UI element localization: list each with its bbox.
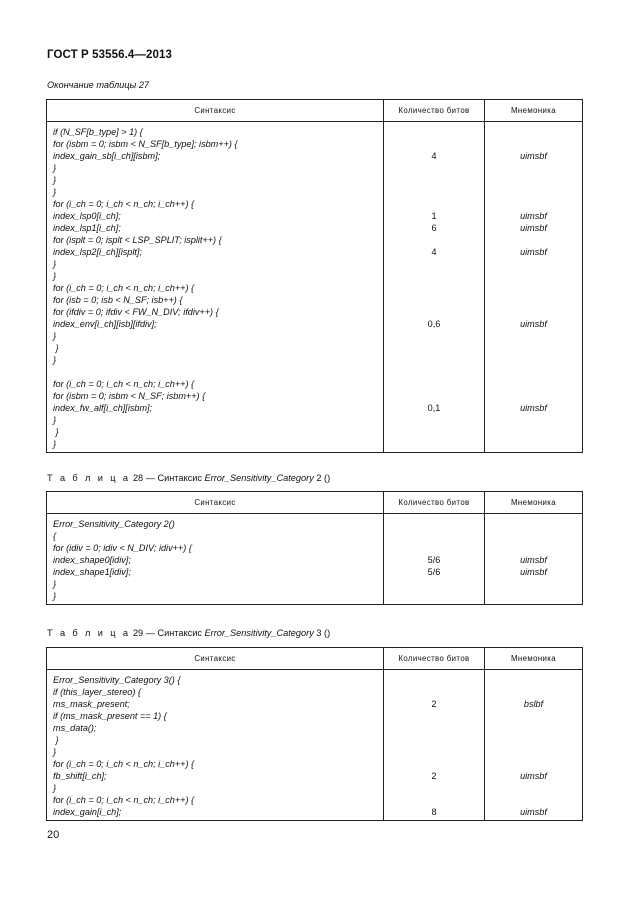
bits-cell	[384, 670, 485, 821]
mnemonic-value	[485, 438, 582, 450]
table27-caption: Окончание таблицы 27	[47, 80, 150, 90]
bits-value: 8	[431, 807, 437, 817]
col-header-syntax: Синтаксис	[47, 100, 384, 122]
bits-value	[384, 746, 484, 758]
bits-cell	[384, 122, 485, 453]
syntax-line: }	[53, 331, 57, 341]
bits-value	[384, 674, 484, 686]
mnemonic-value	[485, 414, 582, 426]
bits-value	[384, 722, 484, 734]
bits-value	[384, 378, 484, 390]
bits-value: 4	[431, 151, 437, 161]
bits-value	[384, 794, 484, 806]
col-header-bits: Количество битов	[384, 648, 485, 670]
bits-value: 1	[431, 211, 437, 221]
syntax-line: index_lsp0[i_ch];	[53, 211, 121, 221]
mnemonic-value	[485, 518, 582, 530]
bits-cell	[384, 514, 485, 605]
bits-value	[384, 414, 484, 426]
bits-value	[384, 542, 484, 554]
syntax-line: }	[53, 163, 57, 173]
table29-caption	[47, 628, 330, 638]
syntax-line: index_shape1[idiv];	[53, 567, 131, 577]
syntax-line: }	[53, 175, 57, 185]
mnemonic-value	[485, 578, 582, 590]
syntax-cell	[47, 670, 384, 821]
syntax-line: }	[53, 735, 59, 745]
bits-value	[384, 782, 484, 794]
table-28	[46, 491, 583, 605]
syntax-line: }	[53, 427, 59, 437]
table28-caption	[47, 473, 330, 483]
bits-value: 2	[431, 771, 437, 781]
syntax-line: for (isbm = 0; isbm < N_SF; isbm++) {	[53, 391, 206, 401]
bits-value	[384, 186, 484, 198]
bits-value	[384, 330, 484, 342]
mnemonic-value: bslbf	[523, 699, 544, 709]
bits-value	[384, 282, 484, 294]
syntax-line: }	[53, 271, 57, 281]
mnemonic-value	[485, 354, 582, 366]
col-header-mnemonic: Мнемоника	[485, 492, 583, 514]
mnemonic-value	[485, 758, 582, 770]
bits-value	[384, 234, 484, 246]
mnemonic-value: uimsbf	[520, 223, 547, 233]
bits-value	[384, 426, 484, 438]
mnemonic-value: uimsbf	[520, 567, 547, 577]
mnemonic-value	[485, 270, 582, 282]
syntax-line: }	[53, 591, 57, 601]
syntax-line: Error_Sensitivity_Category 2()	[53, 519, 175, 529]
document-header: ГОСТ Р 53556.4—2013	[47, 49, 172, 61]
bits-value	[384, 734, 484, 746]
bits-value: 0,1	[427, 403, 441, 413]
mnemonic-value	[485, 330, 582, 342]
mnemonic-value	[485, 686, 582, 698]
bits-value: 0,6	[427, 319, 441, 329]
syntax-line: for (i_ch = 0; i_ch < n_ch; i_ch++) {	[53, 759, 195, 769]
syntax-line: index_lsp1[i_ch];	[53, 223, 121, 233]
bits-value	[384, 294, 484, 306]
syntax-line: }	[53, 747, 57, 757]
col-header-bits: Количество битов	[384, 492, 485, 514]
bits-value: 6	[431, 223, 437, 233]
bits-value	[384, 126, 484, 138]
mnemonic-value	[485, 234, 582, 246]
syntax-line: fb_shift[i_ch];	[53, 771, 107, 781]
mnemonic-value	[485, 390, 582, 402]
syntax-line: ms_mask_present;	[53, 699, 130, 709]
mnemonic-value	[485, 746, 582, 758]
table28-caption-func: Error_Sensitivity_Category	[204, 473, 314, 483]
syntax-line: index_lsp2[i_ch][isplt];	[53, 247, 142, 257]
syntax-line: for (isbm = 0; isbm < N_SF[b_type]; isbm++) {	[53, 139, 238, 149]
mnemonic-cell	[485, 122, 583, 453]
mnemonic-value: uimsbf	[520, 555, 547, 565]
syntax-line: for (i_ch = 0; i_ch < n_ch; i_ch++) {	[53, 199, 195, 209]
mnemonic-cell	[485, 670, 583, 821]
table29-caption-prefix: Т а б л и ц а	[47, 628, 131, 638]
mnemonic-value	[485, 722, 582, 734]
syntax-line: if (ms_mask_present == 1) {	[53, 711, 167, 721]
mnemonic-value	[485, 138, 582, 150]
mnemonic-value	[485, 530, 582, 542]
table29-caption-suffix: 3 ()	[316, 628, 331, 638]
mnemonic-value: uimsbf	[520, 403, 547, 413]
syntax-line: }	[53, 579, 57, 589]
syntax-line: index_gain_sb[i_ch][isbm];	[53, 151, 161, 161]
table28-caption-mid: 28 — Синтаксис	[132, 473, 202, 483]
bits-value	[384, 366, 484, 378]
syntax-line: if (this_layer_stereo) {	[53, 687, 141, 697]
bits-value	[384, 162, 484, 174]
mnemonic-value	[485, 306, 582, 318]
mnemonic-value: uimsbf	[520, 151, 547, 161]
mnemonic-value	[485, 426, 582, 438]
mnemonic-value	[485, 794, 582, 806]
bits-value	[384, 710, 484, 722]
bits-value	[384, 270, 484, 282]
col-header-syntax: Синтаксис	[47, 648, 384, 670]
mnemonic-value	[485, 366, 582, 378]
bits-value	[384, 530, 484, 542]
bits-value	[384, 174, 484, 186]
mnemonic-value	[485, 258, 582, 270]
syntax-line: Error_Sensitivity_Category 3() {	[53, 675, 181, 685]
syntax-line: {	[53, 531, 57, 541]
bits-value	[384, 198, 484, 210]
mnemonic-value: uimsbf	[520, 319, 547, 329]
syntax-line: for (idiv = 0; idiv < N_DIV; idiv++) {	[53, 543, 192, 553]
mnemonic-value	[485, 710, 582, 722]
table28-caption-prefix: Т а б л и ц а	[47, 473, 131, 483]
mnemonic-value: uimsbf	[520, 807, 547, 817]
table29-caption-mid: 29 — Синтаксис	[132, 628, 202, 638]
syntax-line: }	[53, 415, 57, 425]
table29-caption-func: Error_Sensitivity_Category	[204, 628, 314, 638]
bits-value: 5/6	[427, 555, 441, 565]
table-27	[46, 99, 583, 453]
syntax-cell	[47, 514, 384, 605]
mnemonic-value	[485, 782, 582, 794]
mnemonic-value	[485, 378, 582, 390]
mnemonic-value	[485, 674, 582, 686]
syntax-line: for (isplt = 0; isplt < LSP_SPLIT; isplit++) {	[53, 235, 222, 245]
syntax-line: }	[53, 783, 57, 793]
bits-value	[384, 258, 484, 270]
mnemonic-value	[485, 186, 582, 198]
syntax-line: index_gain[i_ch];	[53, 807, 122, 817]
bits-value	[384, 354, 484, 366]
syntax-line: for (i_ch = 0; i_ch < n_ch; i_ch++) {	[53, 795, 195, 805]
syntax-line: for (i_ch = 0; i_ch < n_ch; i_ch++) {	[53, 379, 195, 389]
col-header-bits: Количество битов	[384, 100, 485, 122]
mnemonic-value	[485, 342, 582, 354]
col-header-mnemonic: Мнемоника	[485, 100, 583, 122]
mnemonic-value	[485, 294, 582, 306]
mnemonic-cell	[485, 514, 583, 605]
mnemonic-value: uimsbf	[520, 247, 547, 257]
syntax-line: index_env[i_ch][isb][ifdiv];	[53, 319, 157, 329]
bits-value	[384, 138, 484, 150]
col-header-syntax: Синтаксис	[47, 492, 384, 514]
mnemonic-value: uimsbf	[520, 211, 547, 221]
mnemonic-value	[485, 734, 582, 746]
bits-value: 4	[431, 247, 437, 257]
bits-value	[384, 306, 484, 318]
mnemonic-value: uimsbf	[520, 771, 547, 781]
mnemonic-value	[485, 174, 582, 186]
table-29	[46, 647, 583, 821]
bits-value	[384, 590, 484, 602]
mnemonic-value	[485, 126, 582, 138]
syntax-cell	[47, 122, 384, 453]
mnemonic-value	[485, 590, 582, 602]
bits-value	[384, 518, 484, 530]
syntax-line: }	[53, 343, 59, 353]
syntax-line: }	[53, 187, 57, 197]
syntax-line: index_shape0[idiv];	[53, 555, 131, 565]
table28-caption-suffix: 2 ()	[316, 473, 331, 483]
mnemonic-value	[485, 282, 582, 294]
mnemonic-value	[485, 542, 582, 554]
bits-value	[384, 578, 484, 590]
bits-value	[384, 342, 484, 354]
syntax-line: ms_data();	[53, 723, 97, 733]
syntax-line: index_fw_alf[i_ch][isbm];	[53, 403, 153, 413]
mnemonic-value	[485, 162, 582, 174]
bits-value	[384, 390, 484, 402]
bits-value	[384, 686, 484, 698]
bits-value: 2	[431, 699, 437, 709]
bits-value: 5/6	[427, 567, 441, 577]
syntax-line: }	[53, 355, 57, 365]
syntax-line: for (i_ch = 0; i_ch < n_ch; i_ch++) {	[53, 283, 195, 293]
syntax-line: if (N_SF[b_type] > 1) {	[53, 127, 143, 137]
page-number: 20	[47, 829, 60, 841]
bits-value	[384, 438, 484, 450]
syntax-line	[53, 366, 383, 378]
col-header-mnemonic: Мнемоника	[485, 648, 583, 670]
mnemonic-value	[485, 198, 582, 210]
bits-value	[384, 758, 484, 770]
syntax-line: for (ifdiv = 0; ifdiv < FW_N_DIV; ifdiv++) {	[53, 307, 219, 317]
syntax-line: }	[53, 259, 57, 269]
syntax-line: }	[53, 439, 57, 449]
syntax-line: for (isb = 0; isb < N_SF; isb++) {	[53, 295, 183, 305]
